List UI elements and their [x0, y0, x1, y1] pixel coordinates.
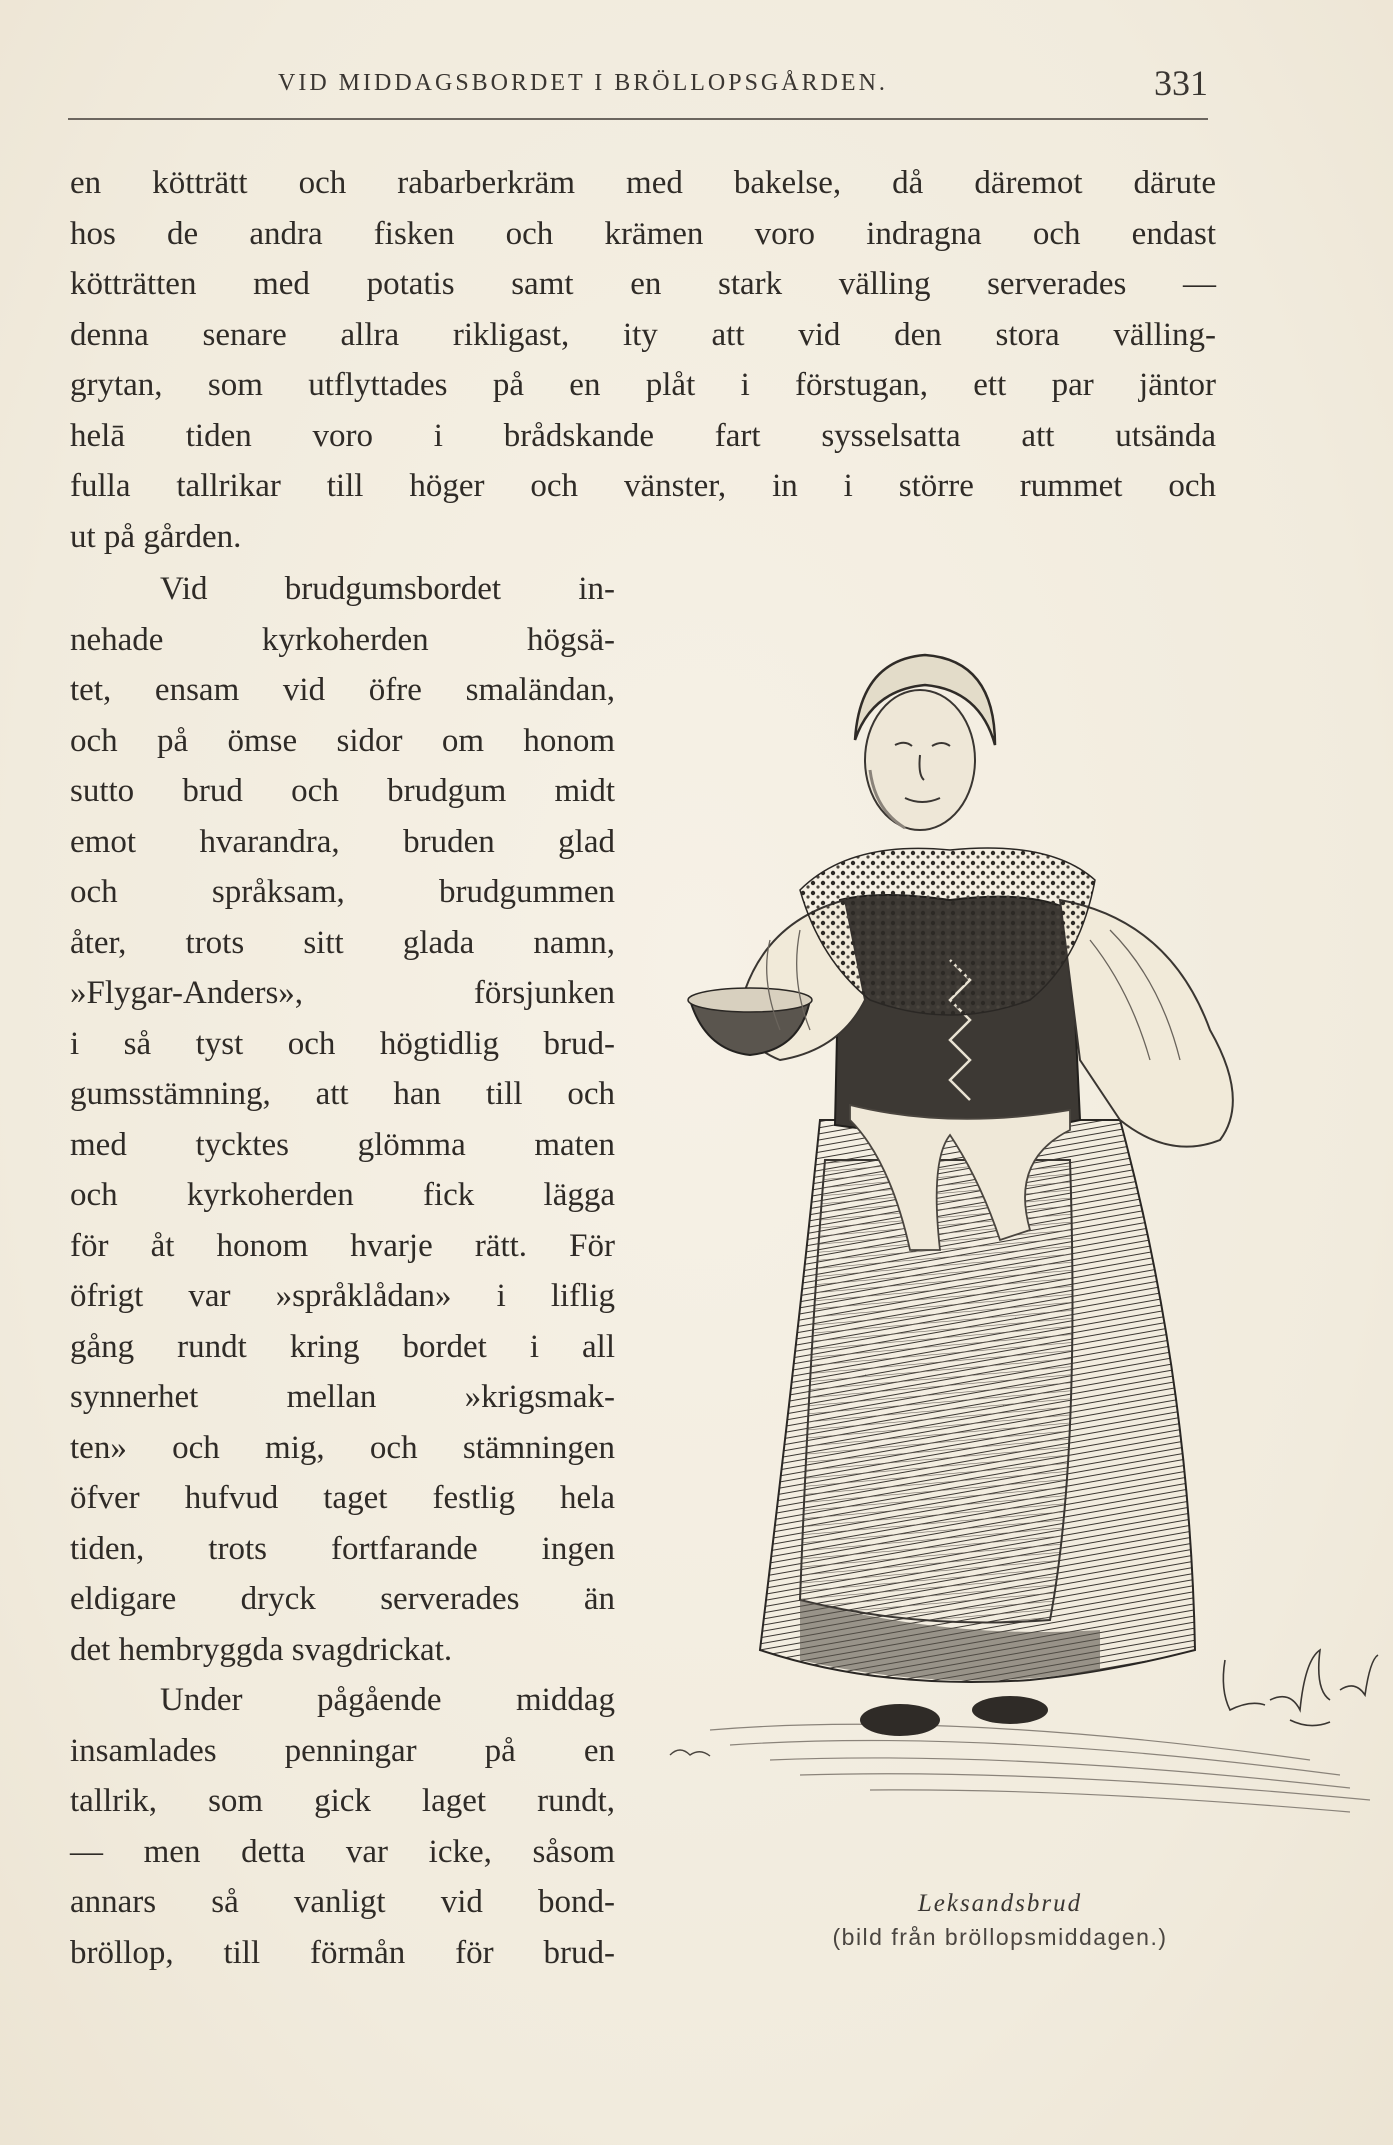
text-line: det hembryggda svagdrickat. [70, 1631, 453, 1668]
text-line: tet, ensam vid öfre smaländan, [70, 672, 615, 708]
text-line: Vid brudgumsbordet in- [160, 571, 615, 607]
text-line: och på ömse sidor om honom [70, 722, 615, 759]
text-line: nehade kyrkoherden högsä- [70, 621, 615, 658]
artist-signature [1223, 1650, 1378, 1726]
bride-illustration [650, 560, 1390, 1900]
header-rule [68, 118, 1208, 120]
figure-leksandsbrud [650, 560, 1390, 1920]
monogram-mark [670, 1750, 710, 1756]
text-line: helā tiden voro i brådskande fart sysselsatta att utsända [70, 417, 1216, 454]
text-line: eldigare dryck serverades än [70, 1581, 615, 1617]
text-line: en kötträtt och rabarberkräm med bakelse, då däremot därute [70, 165, 1216, 201]
text-line: Under pågående middag [160, 1682, 615, 1718]
text-line: denna senare allra rikligast, ity att vid den stora välling- [70, 316, 1216, 353]
left-shoe [860, 1704, 940, 1736]
text-line: tallrik, som gick laget rundt, [70, 1783, 615, 1819]
text-line: grytan, som utflyttades på en plåt i förstugan, ett par jäntor [70, 367, 1216, 403]
column-text [70, 564, 615, 1978]
paragraph-top [70, 158, 1216, 562]
ground-shadow [710, 1724, 1370, 1812]
text-line: öfrigt var »språklådan» i liflig [70, 1278, 615, 1314]
text-line: hos de andra fisken och krämen voro indragna och endast [70, 215, 1216, 252]
text-line: tiden, trots fortfarande ingen [70, 1530, 615, 1567]
figure-caption [740, 1890, 1260, 1951]
text-line: gång rundt kring bordet i all [70, 1328, 615, 1365]
text-line: annars så vanligt vid bond- [70, 1884, 615, 1920]
running-head [68, 60, 1208, 108]
caption-subtitle: (bild från bröllopsmiddagen.) [832, 1924, 1168, 1950]
text-line: emot hvarandra, bruden glad [70, 823, 615, 860]
text-line: öfver hufvud taget festlig hela [70, 1480, 615, 1516]
page-number: 331 [1154, 63, 1208, 103]
text-line: kötträtten med potatis samt en stark välling serverades — [70, 266, 1216, 302]
text-line: synnerhet mellan »krigsmak- [70, 1379, 615, 1415]
text-line: — men detta var icke, såsom [70, 1833, 615, 1870]
text-line: med tycktes glömma maten [70, 1126, 615, 1163]
right-sleeve [1060, 900, 1233, 1147]
text-line: gumsstämning, att han till och [70, 1076, 615, 1112]
text-line: »Flygar-Anders», försjunken [70, 975, 615, 1011]
running-title: VID MIDDAGSBORDET I BRÖLLOPSGÅRDEN. [278, 70, 888, 96]
text-line: insamlades penningar på en [70, 1732, 615, 1769]
text-line: och kyrkoherden fick lägga [70, 1177, 615, 1213]
right-shoe [972, 1696, 1048, 1724]
caption-title: Leksandsbrud [917, 1890, 1083, 1917]
text-line: fulla tallrikar till höger och vänster, in i större rummet och [70, 468, 1216, 504]
text-line: sutto brud och brudgum midt [70, 773, 615, 809]
text-line: och språksam, brudgummen [70, 874, 615, 910]
text-line: ten» och mig, och stämningen [70, 1429, 615, 1466]
text-line: i så tyst och högtidlig brud- [70, 1025, 615, 1062]
text-line: för åt honom hvarje rätt. För [70, 1227, 615, 1264]
text-line: åter, trots sitt glada namn, [70, 924, 615, 961]
text-line: ut på gården. [70, 518, 242, 555]
text-line: bröllop, till förmån för brud- [70, 1934, 615, 1971]
bowl-rim [688, 988, 812, 1012]
